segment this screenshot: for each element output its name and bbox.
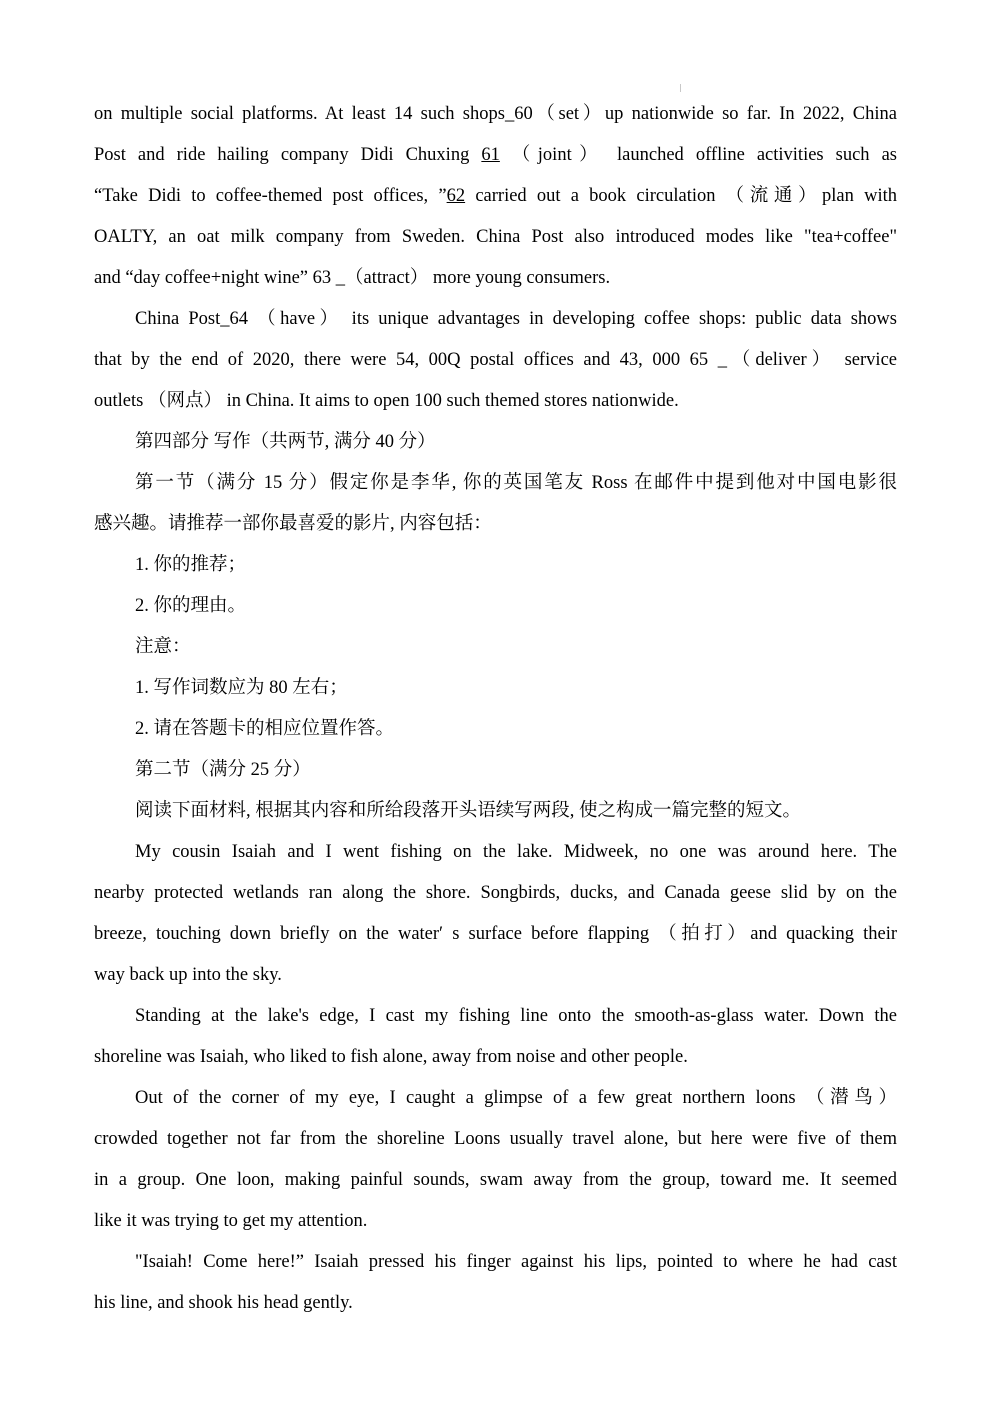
text-line: 第一节（满分 15 分）假定你是李华, 你的英国笔友 Ross 在邮件中提到他对中国电影很 [135,473,897,493]
text-line: Out of the corner of my eye, I caught a glimpse of a few great northern loons （潜鸟） [135,1088,897,1108]
text-line: in a group. One loon, making painful sounds, swam away from the group, toward me. It seemed [94,1170,897,1190]
text-line: crowded together not far from the shoreline Loons usually travel alone, but here were five of them [94,1129,897,1149]
list-item: 2. 请在答题卡的相应位置作答。 [135,719,395,739]
text-line: way back up into the sky. [94,965,282,985]
section-heading: 第四部分 写作（共两节, 满分 40 分） [135,432,436,452]
text-line: "Isaiah! Come here!” Isaiah pressed his finger against his lips, pointed to where he had cast [135,1252,897,1272]
text-line: that by the end of 2020, there were 54, 00Q postal offices and 43, 000 65 _（deliver） service [94,350,897,370]
text-line: Post and ride hailing company Didi Chuxing 61 （joint） launched offline activities such as [94,145,897,165]
text-line: and “day coffee+night wine” 63 _（attract） more young consumers. [94,268,611,288]
text-line: like it was trying to get my attention. [94,1211,368,1231]
note-heading: 注意： [135,637,191,657]
text-line: nearby protected wetlands ran along the shore. Songbirds, ducks, and Canada geese slid by on the [94,883,897,903]
text-line: China Post_64 （have） its unique advantages in developing coffee shops: public data shows [135,309,897,329]
blank-62: 62 [446,186,466,206]
list-item: 2. 你的理由。 [135,596,247,616]
page-mark [680,84,681,92]
text-line: outlets （网点） in China. It aims to open 100 such themed stores nationwide. [94,391,679,411]
text-line: shoreline was Isaiah, who liked to fish alone, away from noise and other people. [94,1047,688,1067]
text-line: Standing at the lake's edge, I cast my fishing line onto the smooth-as-glass water. Down the [135,1006,897,1026]
list-item: 1. 写作词数应为 80 左右； [135,678,348,698]
text-line: on multiple social platforms. At least 14 such shops_60（set）up nationwide so far. In 2022, China [94,104,897,124]
text-line: his line, and shook his head gently. [94,1293,353,1313]
text-line: My cousin Isaiah and I went fishing on the lake. Midweek, no one was around here. The [135,842,897,862]
text-line: OALTY, an oat milk company from Sweden. China Post also introduced modes like "tea+coffee" [94,227,897,247]
list-item: 1. 你的推荐； [135,555,247,575]
blank-61: 61 [481,145,500,165]
text-line: breeze, touching down briefly on the water′ s surface before flapping （拍打）and quacking their [94,924,897,944]
section-heading: 第二节（满分 25 分） [135,760,311,780]
instruction-line: 阅读下面材料, 根据其内容和所给段落开头语续写两段, 使之构成一篇完整的短文。 [135,801,802,821]
text-line: “Take Didi to coffee-themed post offices, ”62 carried out a book circulation （流通）plan with [94,186,897,206]
text-line: 感兴趣。请推荐一部你最喜爱的影片, 内容包括： [94,514,492,534]
